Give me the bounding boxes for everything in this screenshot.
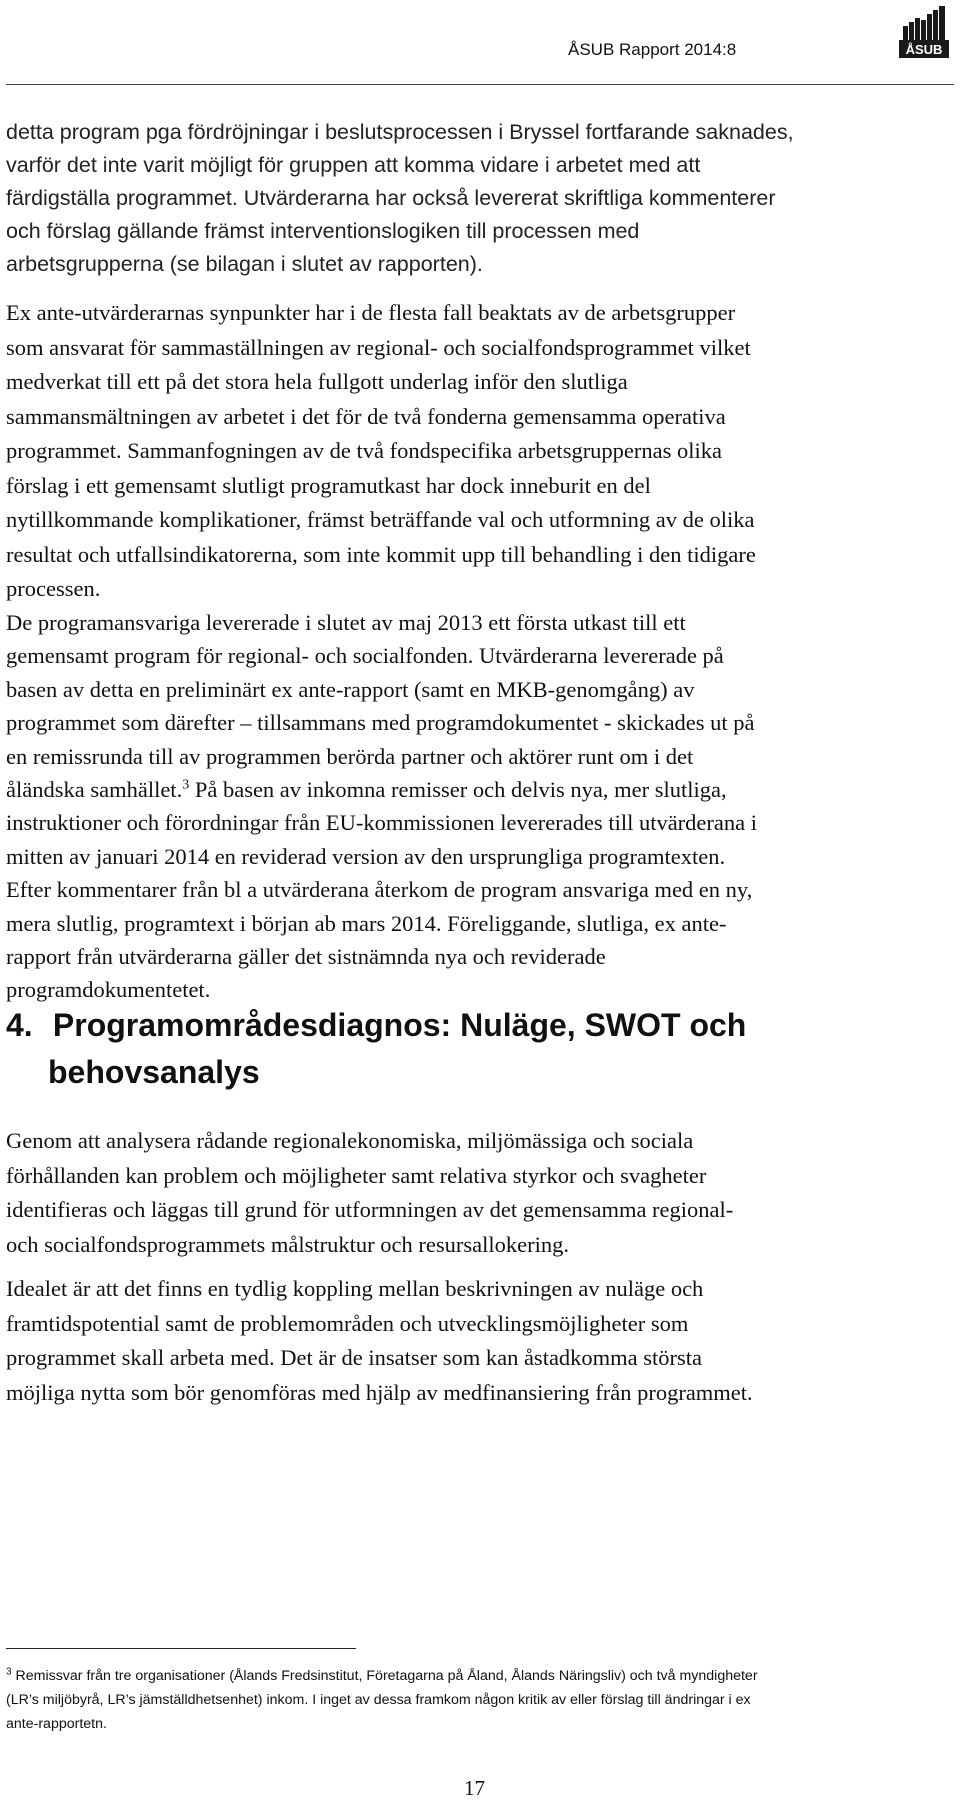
header-divider (6, 84, 954, 85)
footnote-number: 3 (6, 1666, 12, 1678)
asub-logo (895, 6, 953, 58)
footnote-reference[interactable]: 3 (182, 777, 190, 793)
paragraph-5: Idealet är att det finns en tydlig koppling mellan beskrivningen av nuläge och framtidspotential samt de problemområden och utvecklingsmöjligheter som programmet skall arbeta med. Det är de insatser som kan åstadkomma största möjliga nytta som bör genomföras med hjälp av medfinansiering från programmet. (6, 1276, 753, 1405)
paragraph-4: Genom att analysera rådande regionalekonomiska, miljömässiga och sociala förhållanden kan problem och möjligheter samt relativa styrkor och svagheter identifieras och läggas till grund för utformningen av det gemensamma regional- och socialfondsprogrammets målstruktur och resursallokering. (6, 1128, 734, 1257)
paragraph-3-part-2: På basen av inkomna remisser och delvis nya, mer slutliga, instruktioner och förordningar från EU-kommissionen levererades till utvärderana i mitten av januari 2014 en reviderad version av den ursprungliga programtexten. Efter kommentarer från bl a utvärderana återkom de program ansvariga med en ny, mera slutlig, programtext i början ab mars 2014. Föreliggande, slutliga, ex ante- rapport från utvärderarna gäller det sistnämnda nya och reviderade programdokumentetet. (6, 777, 758, 1003)
paragraph-2: Ex ante-utvärderarnas synpunkter har i de flesta fall beaktats av de arbetsgrupper som ansvarat för sammaställningen av regional- och socialfondsprogrammet vilket medverkat till ett på det stora hela fullgott underlag inför den slutliga sammansmältningen av arbetet i det för de två fonderna gemensamma operativa programmet. Sammanfogningen av de två fondspecifika arbetsgruppernas olika förslag i ett gemensamt slutligt programutkast har dock inneburit en del nytillkommande komplikationer, främst beträffande val och utformning av de olika resultat och utfallsindikatorerna, som inte kommit upp till behandling i den tidigare processen. (6, 300, 756, 601)
section-heading (6, 1002, 946, 1096)
section-number: 4. (6, 1007, 33, 1043)
page-number: 17 (464, 1776, 485, 1800)
section-title-line-2: behovsanalys (48, 1054, 260, 1090)
paragraph-3-part-1: De programansvariga levererade i slutet av maj 2013 ett första utkast till ett gemensamt program för regional- och socialfonden. Utvärderarna levererade på basen av detta en preliminärt ex ante-rapport (samt en MKB-genomgång) av programmet som därefter – tillsammans med programdokumentet - skickades ut på en remissrunda till av programmen berörda partner och aktörer runt om i det åländska samhället. (6, 610, 755, 803)
logo-text: ÅSUB (905, 42, 943, 57)
report-title: ÅSUB Rapport 2014:8 (568, 40, 737, 59)
footnote-text: Remissvar från tre organisationer (Ålands Fredsinstitut, Företagarna på Åland, Ålands Näringsliv) och två myndigheter (LR’s miljöbyrå, LR’s jämställdhetsenhet) inkom. I inget av dessa framkom någon kritik av eller förslag till ändringar i ex ante-rapportetn. (6, 1668, 758, 1732)
section-title-line-1: Programområdesdiagnos: Nuläge, SWOT och (52, 1007, 747, 1043)
footnote-divider (6, 1648, 356, 1649)
paragraph-3 (6, 606, 950, 1007)
paragraph-1: detta program pga fördröjningar i beslutsprocessen i Bryssel fortfarande saknades, varför det inte varit möjligt för gruppen att komma vidare i arbetet med att färdigställa programmet. Utvärderarna har också levererat skriftliga kommenterer och förslag gällande främst interventionslogiken till processen med arbetsgrupperna (se bilagan i slutet av rapporten). (6, 120, 794, 276)
footnote (6, 1664, 950, 1736)
